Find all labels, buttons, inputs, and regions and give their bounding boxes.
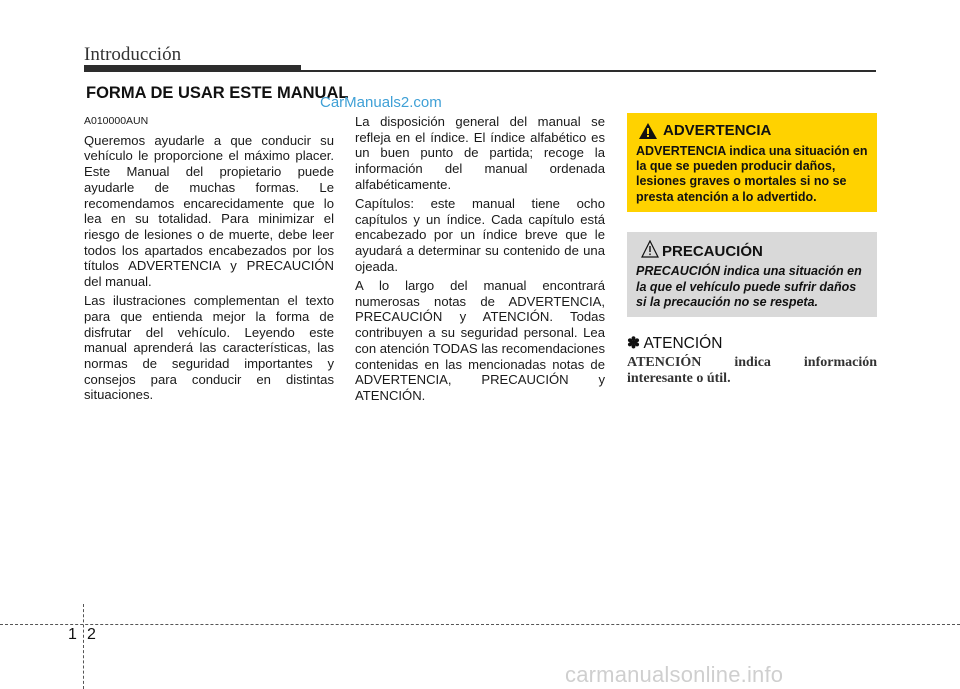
header-rule-thin (301, 70, 876, 72)
caution-title: PRECAUCIÓN (662, 243, 763, 260)
paragraph: Capítulos: este manual tiene ocho capítulos y un índice. Cada capítulo está encabezado por un índice breve que le ayudará a determinar su contenido de una ojeada. (355, 196, 605, 274)
paragraph: La disposición general del manual se refleja en el índice. El índice alfabético es un buen punto de partida; recoge la información del manual ordenada alfabéticamente. (355, 114, 605, 192)
section-code: A010000AUN (84, 115, 149, 127)
paragraph: Las ilustraciones complementan el texto para que entienda mejor la forma de disfrutar del vehículo. Leyendo este manual aprenderá las características, las normas de seguridad importantes y consejos para conducir en distintas situaciones. (84, 293, 334, 403)
text-column-2 (355, 114, 605, 407)
note-heading (627, 334, 722, 353)
paragraph: A lo largo del manual encontrará numerosas notas de ADVERTENCIA, PRECAUCIÓN y ATENCIÓN. Todas contribuyen a su seguridad personal. Lea con atención TODAS las recomendaciones contenidas en las mencionadas notas de ADVERTENCIA, PRECAUCIÓN y ATENCIÓN. (355, 278, 605, 403)
caution-box (627, 232, 877, 317)
page-header-title: Introducción (84, 44, 182, 65)
warning-body: ADVERTENCIA indica una situación en la que se pueden producir daños, lesiones graves o mortales si no se presta atención a lo advertido. (636, 144, 868, 204)
chapter-number: 1 (68, 626, 77, 643)
caution-body: PRECAUCIÓN indica una situación en la que el vehículo puede sufrir daños si la precaución no se respeta. (636, 264, 862, 309)
footer-vertical-divider (83, 604, 84, 689)
note-title: ATENCIÓN (643, 335, 723, 352)
caution-triangle-icon (641, 240, 659, 258)
warning-box (627, 113, 877, 212)
section-title: FORMA DE USAR ESTE MANUAL (86, 84, 349, 102)
asterisk-icon: ✽ (627, 335, 640, 352)
watermark-link[interactable]: CarManuals2.com (320, 94, 442, 111)
warning-title: ADVERTENCIA (663, 122, 772, 139)
footer-divider (0, 624, 960, 625)
warning-triangle-icon (639, 123, 657, 139)
paragraph: Queremos ayudarle a que conducir su vehículo le proporcione el máximo placer. Este Manual del propietario puede ayudarle de muchas formas. Le recomendamos encarecidamente que lo lea en su totalidad. Para minimizar el riesgo de lesiones o de muerte, debe leer todos los apartados encabezados por los títulos ADVERTENCIA y PRECAUCIÓN del manual. (84, 132, 334, 290)
footer-site-watermark: carmanualsonline.info (565, 662, 784, 687)
header-rule-thick (84, 65, 301, 72)
page-number: 2 (87, 626, 96, 643)
text-column-1 (84, 114, 334, 407)
note-body: ATENCIÓN indica información interesante o útil. (627, 355, 877, 386)
